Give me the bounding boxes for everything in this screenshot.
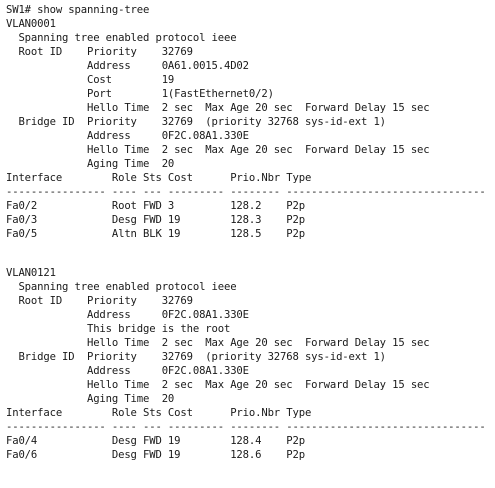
interface-table-header: Interface Role Sts Cost Prio.Nbr Type <box>6 172 312 184</box>
bridge-id-address-line: Address 0F2C.08A1.330E <box>6 130 249 142</box>
interface-table-separator: ---------------- ---- --- --------- -------- -------------------------------- <box>6 186 486 198</box>
root-id-priority-line: Root ID Priority 32769 <box>6 295 193 307</box>
interface-row: Fa0/4 Desg FWD 19 128.4 P2p <box>6 435 305 447</box>
interface-table-separator: ---------------- ---- --- --------- -------- -------------------------------- <box>6 421 486 433</box>
interface-row: Fa0/2 Root FWD 3 128.2 P2p <box>6 200 305 212</box>
vlan-header: VLAN0001 <box>6 18 56 30</box>
bridge-id-timers-line: Hello Time 2 sec Max Age 20 sec Forward Delay 15 sec <box>6 379 430 391</box>
bridge-id-timers-line: Hello Time 2 sec Max Age 20 sec Forward Delay 15 sec <box>6 144 430 156</box>
root-id-timers-line: Hello Time 2 sec Max Age 20 sec Forward Delay 15 sec <box>6 337 430 349</box>
interface-row: Fa0/3 Desg FWD 19 128.3 P2p <box>6 214 305 226</box>
vlan-header: VLAN0121 <box>6 267 56 279</box>
bridge-id-aging-line: Aging Time 20 <box>6 393 175 405</box>
bridge-id-priority-line: Bridge ID Priority 32769 (priority 32768 sys-id-ext 1) <box>6 351 386 363</box>
root-id-address-line: Address 0F2C.08A1.330E <box>6 309 249 321</box>
bridge-id-address-line: Address 0F2C.08A1.330E <box>6 365 249 377</box>
protocol-line: Spanning tree enabled protocol ieee <box>6 281 237 293</box>
protocol-line: Spanning tree enabled protocol ieee <box>6 32 237 44</box>
root-id-priority-line: Root ID Priority 32769 <box>6 46 193 58</box>
interface-table-header: Interface Role Sts Cost Prio.Nbr Type <box>6 407 312 419</box>
root-id-port-line: Port 1(FastEthernet0/2) <box>6 88 274 100</box>
root-id-timers-line: Hello Time 2 sec Max Age 20 sec Forward Delay 15 sec <box>6 102 430 114</box>
root-bridge-line: This bridge is the root <box>6 323 231 335</box>
command-line: SW1# show spanning-tree <box>6 4 150 16</box>
root-id-cost-line: Cost 19 <box>6 74 175 86</box>
root-id-address-line: Address 0A61.0015.4D02 <box>6 60 249 72</box>
interface-row: Fa0/5 Altn BLK 19 128.5 P2p <box>6 228 305 240</box>
bridge-id-priority-line: Bridge ID Priority 32769 (priority 32768 sys-id-ext 1) <box>6 116 386 128</box>
bridge-id-aging-line: Aging Time 20 <box>6 158 175 170</box>
interface-row: Fa0/6 Desg FWD 19 128.6 P2p <box>6 449 305 461</box>
